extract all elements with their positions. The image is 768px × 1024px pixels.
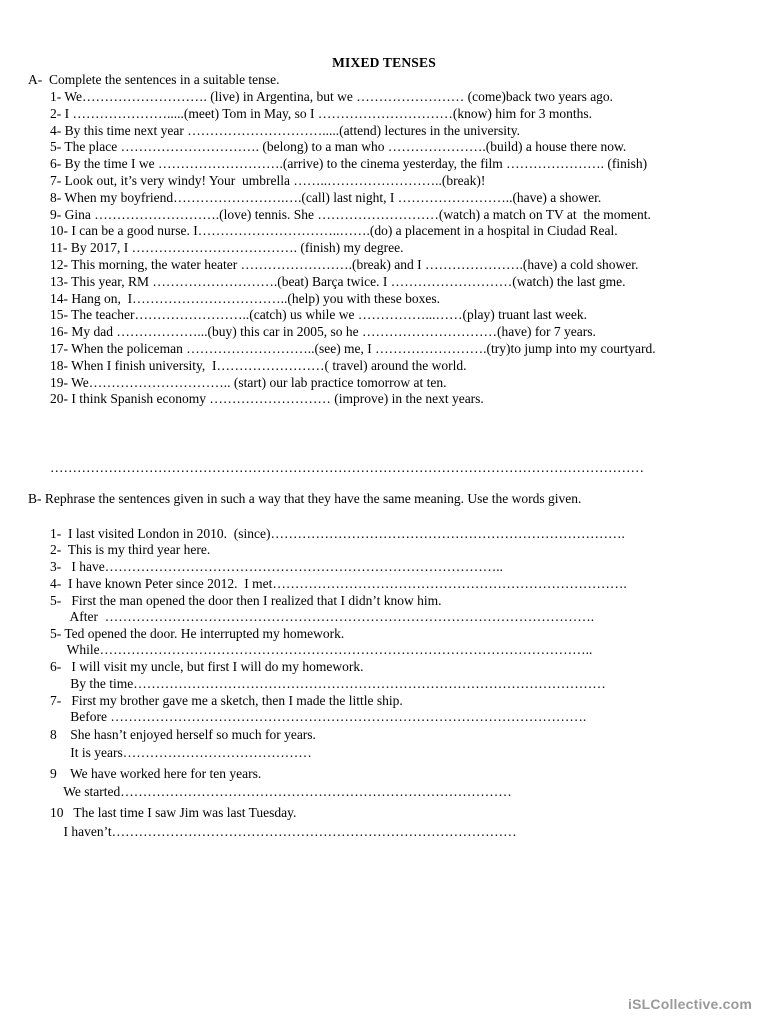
- exercise-item: 12- This morning, the water heater …………………….(break) and I ………………….(have) a cold shower.: [50, 257, 639, 272]
- rephrase-line: 6- I will visit my uncle, but first I will do my homework.: [50, 659, 364, 674]
- watermark-logo: iSLCollective.com: [628, 996, 752, 1012]
- rephrase-line: 5- First the man opened the door then I realized that I didn’t know him.: [50, 593, 442, 608]
- exercise-item: 11- By 2017, I ………………………………. (finish) my degree.: [50, 240, 404, 256]
- rephrase-line: After ……………………………………………………………………………………………….: [50, 609, 595, 624]
- exercise-item: 17- When the policeman ………………………..(see) me, I …………………….(try)to jump into my courtyard.: [50, 341, 656, 356]
- page-title: MIXED TENSES: [332, 55, 436, 70]
- section-b-heading: B- Rephrase the sentences given in such a way that they have the same meaning. Use the words given.: [28, 491, 582, 506]
- exercise-item: 19- We………………………….. (start) our lab practice tomorrow at ten.: [50, 374, 447, 390]
- rephrase-line: I haven’t………………………………………………………………………………: [50, 824, 517, 839]
- exercise-item: 1- We………………………. (live) in Argentina, but we …………………… (come)back two years ago.: [50, 89, 614, 104]
- exercise-item: 18- When I finish university, I……………………( travel) around the world.: [50, 357, 467, 373]
- rephrase-line: 1- I last visited London in 2010. (since)…………………………………………………………………….: [50, 526, 625, 541]
- rephrase-line: Before …………………………………………………………………………………………….: [50, 709, 587, 724]
- rephrase-line: 5- Ted opened the door. He interrupted my homework.: [50, 626, 345, 641]
- exercise-item: 6- By the time I we ……………………….(arrive) to the cinema yesterday, the film …………………. (finish): [50, 156, 648, 172]
- exercise-item: 4- By this time next year ………………………….....(attend) lectures in the university.: [50, 122, 521, 138]
- exercise-item: 15- The teacher……………………..(catch) us while we ……………...……(play) truant last week.: [50, 307, 587, 323]
- rephrase-line: 10 The last time I saw Jim was last Tuesday.: [50, 805, 297, 820]
- exercise-item: 8- When my boyfriend…………………….….(call) last night, I ……………………..(have) a shower.: [50, 189, 602, 205]
- rephrase-line: 2- This is my third year here.: [50, 542, 211, 557]
- section-a-dotted-line: ……………………………………………………………………………………………………………………: [50, 460, 644, 475]
- rephrase-line: 3- I have……………………………………………………………………………..: [50, 559, 503, 574]
- rephrase-line: We started……………………………………………………………………………: [50, 784, 512, 799]
- exercise-item: 2- I ………………….....(meet) Tom in May, so I …………………………(know) him for 3 months.: [50, 105, 593, 121]
- exercise-item: 10- I can be a good nurse. I…………………………..…….(do) a placement in a hospital in Ciudad Real.: [50, 223, 618, 239]
- rephrase-line: It is years……………………………………: [50, 745, 312, 760]
- rephrase-line: 4- I have known Peter since 2012. I met…………………………………………………………………….: [50, 576, 627, 591]
- exercise-item: 9- Gina ……………………….(love) tennis. She ………………………(watch) a match on TV at the moment.: [50, 206, 651, 222]
- rephrase-line: By the time……………………………………………………………………………………………: [50, 676, 606, 691]
- exercise-item: 14- Hang on, I……………………………..(help) you with these boxes.: [50, 290, 440, 306]
- section-a-heading: A- Complete the sentences in a suitable tense.: [28, 72, 280, 87]
- exercise-item: 7- Look out, it’s very windy! Your umbrella ……..……………………..(break)!: [50, 173, 486, 188]
- exercise-item: 20- I think Spanish economy ……………………… (improve) in the next years.: [50, 391, 484, 407]
- exercise-item: 5- The place …………………………. (belong) to a man who ………………….(build) a house there now.: [50, 139, 627, 155]
- rephrase-line: 9 We have worked here for ten years.: [50, 766, 262, 781]
- rephrase-line: 8 She hasn’t enjoyed herself so much for years.: [50, 727, 316, 742]
- exercise-item: 13- This year, RM ……………………….(beat) Barça twice. I ………………………(watch) the last gme.: [50, 273, 626, 289]
- rephrase-line: While………………………………………………………………………………………………..: [50, 642, 593, 657]
- exercise-item: 16- My dad ………………...(buy) this car in 2005, so he …………………………(have) for 7 years.: [50, 324, 596, 340]
- rephrase-line: 7- First my brother gave me a sketch, then I made the little ship.: [50, 693, 403, 708]
